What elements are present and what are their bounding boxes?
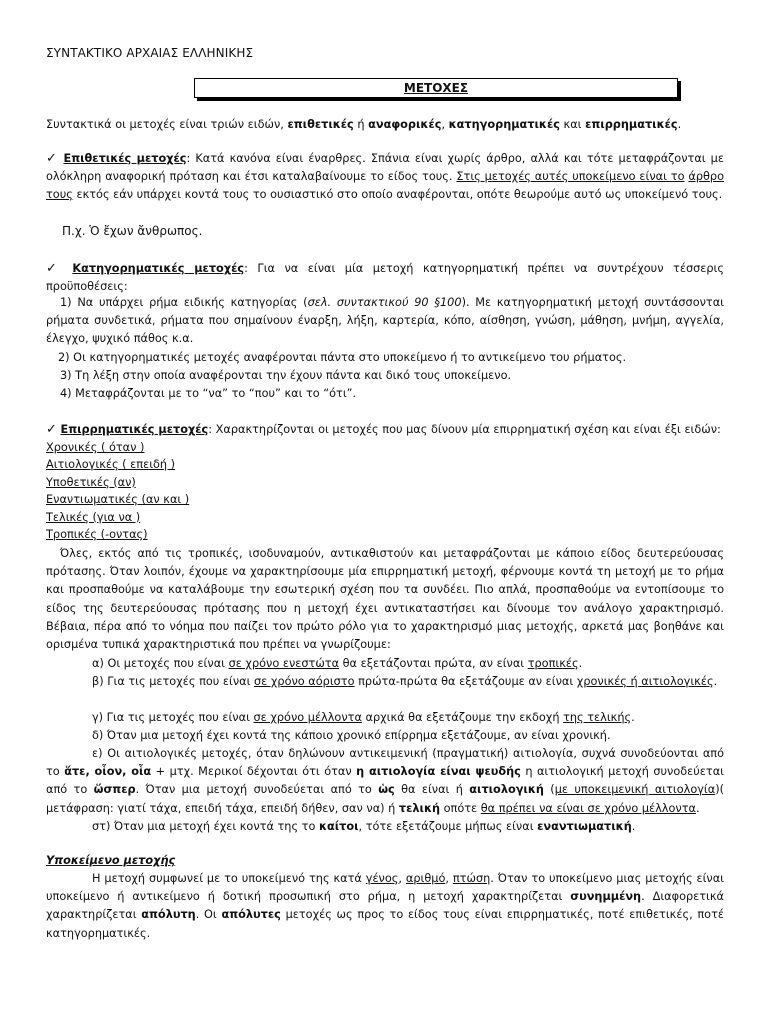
intro-paragraph: Συντακτικά οι μετοχές είναι τριών ειδών, επιθετικές ή αναφορικές, κατηγορηματικές και επιρρηματικές. xyxy=(46,118,682,131)
ypokeimeno-paragraph: Η μετοχή συμφωνεί με το υποκείμενό της κατά γένος, αριθμό, πτώση. Όταν το υποκείμενο μιας μετοχής είναι υποκείμενο ή αντικείμενο ή δοτική προσωπική στο ρήμα, η μετοχή χαρακτηρίζεται συνημμένη. Διαφορετικά χαρακτηρίζεται απόλυτη. Οι απόλυτες μετοχές ως προς το είδος τους είναι επιρρηματικές, ποτέ επιθετικές, ποτέ κατηγορηματικές. xyxy=(46,872,724,940)
checkmark-icon: ✓ xyxy=(46,151,59,166)
kategorimatikes-rule-1: 1) Να υπάρχει ρήμα ειδικής κατηγορίας (σελ. συντακτικού 90 §100). Με κατηγορηματική μετοχή συντάσσονται ρήματα συνδετικά, ρήματα που σημαίνουν έναρξη, λήξη, καρτερία, κόπο, αίσθηση, γνώση, μάθηση, μνήμη, αγγελία, έλεγχο, ψυχικό πάθος κ.α. xyxy=(46,296,725,346)
list-item: Τροπικές (-οντας) xyxy=(46,528,148,542)
list-item: Χρονικές ( όταν ) xyxy=(46,441,145,454)
heading-epirrimatikes: Επιρρηματικές μετοχές xyxy=(60,423,209,436)
heading-ypokeimeno: Υποκείμενο μετοχής xyxy=(46,854,176,867)
checkmark-icon: ✓ xyxy=(46,422,57,437)
checkmark-icon: ✓ xyxy=(46,261,63,276)
term-kategorimatikes: κατηγορηματικές xyxy=(448,118,560,131)
list-item: Εναντιωματικές (αν και ) xyxy=(46,493,190,507)
rule-delta: δ) Όταν μια μετοχή έχει κοντά της κάποιο χρονικό επίρρημα εξετάζουμε, αν είναι χρονική. xyxy=(92,729,611,742)
section-title: ΜΕΤΟΧΕΣ xyxy=(403,81,469,95)
rule-gamma: γ) Για τις μετοχές που είναι σε χρόνο μέλλοντα αρχικά θα εξετάζουμε την εκδοχή της τελικής. xyxy=(92,711,635,724)
term-epithetikes: επιθετικές xyxy=(287,118,354,131)
section-title-box xyxy=(194,78,678,98)
list-item: Υποθετικές (αν) xyxy=(46,475,136,489)
kategorimatikes-rule-4: 4) Μεταφράζονται με το “να” το “που” και το “ότι”. xyxy=(60,387,357,400)
heading-kategorimatikes: Κατηγορηματικές μετοχές xyxy=(72,262,245,275)
epirrimatikes-explanation: Όλες, εκτός από τις τροπικές, ισοδυναμούν, αντικαθιστούν και μεταφράζονται με κάποιο είδος δευτερεύουσας πρότασης. Όταν λοιπόν, έχουμε να χαρακτηρίσουμε μία επιρρηματική μετοχή, φέρνουμε κοντά τη μετοχή με το ρήμα και προσπαθούμε να καταλάβουμε την εσωτερική σχέση που τα συνδέει. Πιο απλά, προσπαθούμε να εντοπίσουμε το είδος της δευτερεύουσας πρότασης που η μετοχή έχει αντικαταστήσει και δίνουμε τον ανάλογο χαρακτηρισμό. Βέβαια, πέρα από το νόημα που παίζει τον πρώτο ρόλο για το χαρακτηρισμό μιας μετοχής, αρκετά μας βοηθάνε και ορισμένα τυπικά χαρακτηριστικά που πρέπει να γνωρίζουμε: xyxy=(46,547,724,652)
document-title: ΣΥΝΤΑΚΤΙΚΟ ΑΡΧΑΙΑΣ ΕΛΛΗΝΙΚΗΣ xyxy=(46,46,254,60)
rule-epsilon: ε) Οι αιτιολογικές μετοχές, όταν δηλώνουν αντικειμενική (πραγματική) αιτιολογία, συχνά συνοδεύονται από το ἅτε, οἷον, οἷα + μτχ. Μερικοί δέχονται ότι όταν η αιτιολογία είναι ψευδής η αιτιολογική μετοχή συνοδεύεται από το ὥσπερ. Όταν μια μετοχή συνοδεύεται από το ὡς θα είναι ή αιτιολογική (με υποκειμενική αιτιολογία)( μετάφραση: γιατί τάχα, επειδή τάχα, επειδή δήθεν, σαν να) ή τελική οπότε θα πρέπει να είναι σε χρόνο μέλλοντα. xyxy=(46,747,725,815)
kategorimatikes-rule-3: 3) Τη λέξη στην οποία αναφέρονται την έχουν πάντα και δικό τους υποκείμενο. xyxy=(60,369,512,382)
list-item: Τελικές (για να ) xyxy=(46,510,141,524)
types-list xyxy=(46,439,724,543)
epirrimatikes-paragraph: ✓ Επιρρηματικές μετοχές: Χαρακτηρίζονται οι μετοχές που μας δίνουν μία επιρρηματική σχέση και είναι έξι ειδών: xyxy=(46,422,721,437)
kategorimatikes-paragraph: ✓ Κατηγορηματικές μετοχές: Για να είναι μία μετοχή κατηγορηματική πρέπει να συντρέχουν τέσσερις προϋποθέσεις: xyxy=(46,261,724,294)
rule-beta: β) Για τις μετοχές που είναι σε χρόνο αόριστο πρώτα-πρώτα θα εξετάζουμε αν είναι χρονικές ή αιτιολογικές. xyxy=(92,675,718,688)
kategorimatikes-rule-2: 2) Οι κατηγορηματικές μετοχές αναφέρονται πάντα στο υποκείμενο ή το αντικείμενο του ρήματος. xyxy=(58,351,627,364)
rule-stigma: στ) Όταν μια μετοχή έχει κοντά της το καίτοι, τότε εξετάζουμε μήπως είναι εναντιωματική. xyxy=(92,820,636,833)
list-item: Αιτιολογικές ( επειδή ) xyxy=(46,458,176,472)
heading-epithetikes: Επιθετικές μετοχές xyxy=(63,152,187,165)
rule-alpha: α) Οι μετοχές που είναι σε χρόνο ενεστώτα θα εξετάζονται πρώτα, αν είναι τροπικές. xyxy=(92,657,583,670)
term-epirrimatikes: επιρρηματικές xyxy=(585,118,678,131)
term-anaforikes: αναφορικές xyxy=(368,118,442,131)
epithetikes-paragraph: ✓ Επιθετικές μετοχές: Κατά κανόνα είναι έναρθρες. Σπάνια είναι χωρίς άρθρο, αλλά και τότε μεταφράζονται με ολόκληρη αναφορική πρόταση και έτσι καταλαβαίνουμε το είδος τους. Στις μετοχές αυτές υποκείμενο είναι το άρθρο τους εκτός εάν υπάρχει κοντά τους το ουσιαστικό στο οποίο αναφέρονται, οπότε θεωρούμε αυτό ως υποκείμενό τους. xyxy=(46,151,725,202)
example-line: Π.χ. Ὁ ἔχων ἄνθρωπος. xyxy=(62,224,203,238)
